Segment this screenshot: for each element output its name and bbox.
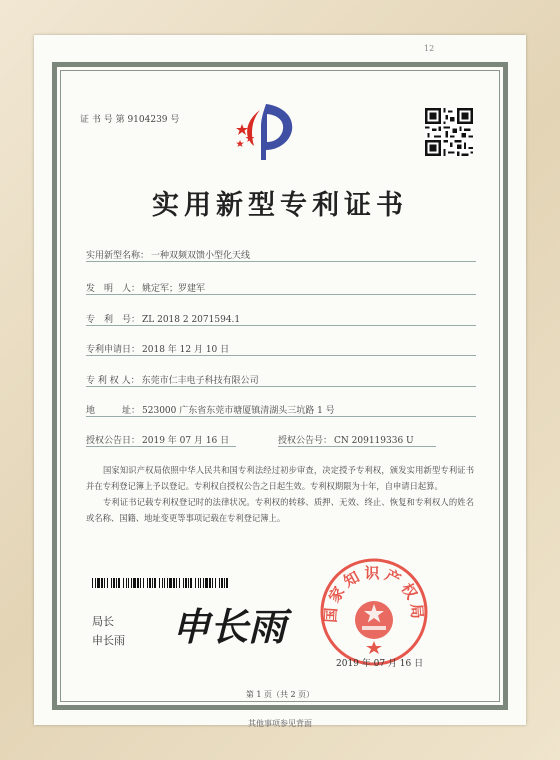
utility-model-name-row (86, 248, 250, 261)
field-value: 东莞市仁丰电子科技有限公司 (141, 376, 259, 386)
certificate-title: 实用新型专利证书 (152, 190, 408, 221)
field-label: 授权公告日： (86, 436, 141, 446)
svg-text:申长雨: 申长雨 (172, 605, 287, 649)
inventor-row (86, 281, 205, 294)
divider (86, 325, 476, 326)
field-label: 发 明 人： (86, 284, 141, 294)
seal-date: 2019 年 07 月 16 日 (336, 659, 424, 669)
star-icon (366, 641, 382, 654)
field-value: ZL 2018 2 2071594.1 (142, 315, 241, 325)
divider (86, 294, 476, 295)
field-label: 专 利 权 人： (86, 376, 140, 386)
patent-number-row (86, 312, 240, 325)
field-label: 实用新型名称： (86, 251, 150, 261)
body-paragraph: 国家知识产权局依照中华人民共和国专利法经过初步审查，决定授予专利权，颁发实用新型专利证书并在专利登记簿上予以登记。专利权自授权公告之日起生效。专利权期限为十年，自申请日起算。 (86, 465, 474, 491)
grant-number-row (278, 433, 414, 446)
footer-note: 其他事项参见背面 (248, 719, 312, 728)
filing-date-row (86, 342, 229, 355)
official-seal (318, 556, 430, 668)
page-number: 第 1 页（共 2 页） (245, 690, 315, 699)
signature (168, 600, 292, 652)
divider (278, 446, 436, 447)
signatory-name: 申长雨 (92, 634, 125, 647)
divider (86, 416, 476, 417)
field-label: 专利申请日： (86, 345, 141, 355)
field-value: CN 209119336 U (334, 436, 414, 446)
svg-text:国家知识产权局: 国家知识产权局 (321, 564, 427, 624)
cnipa-logo-icon (230, 100, 300, 164)
address-row (86, 403, 335, 416)
field-value: 2019 年 07 月 16 日 (142, 436, 230, 446)
field-value: 一种双频双馈小型化天线 (151, 251, 251, 261)
certificate-number: 证 书 号 第 9104239 号 (80, 115, 180, 125)
certificate-body (86, 462, 474, 526)
field-value: 姚定军；罗建军 (142, 284, 206, 294)
divider (86, 355, 476, 356)
patentee-row (86, 373, 259, 386)
field-label: 专 利 号： (86, 315, 141, 325)
divider (86, 446, 236, 447)
divider (86, 386, 476, 387)
field-value: 523000 广东省东莞市塘厦镇清湖头三坑路 1 号 (142, 406, 335, 416)
field-value: 2018 年 12 月 10 日 (142, 345, 230, 355)
field-label: 地 址： (86, 406, 141, 416)
field-label: 授权公告号： (278, 436, 333, 446)
divider (86, 261, 476, 262)
signatory-title: 局长 (92, 615, 114, 628)
body-paragraph: 专利证书记载专利权登记时的法律状况。专利权的转移、质押、无效、终止、恢复和专利权人的姓名或名称、国籍、地址变更等事项记载在专利登记簿上。 (86, 497, 474, 523)
grant-date-row (86, 433, 229, 446)
barcode-icon (92, 578, 230, 588)
qr-code-icon (425, 108, 473, 156)
pen-mark: 12 (424, 44, 435, 53)
